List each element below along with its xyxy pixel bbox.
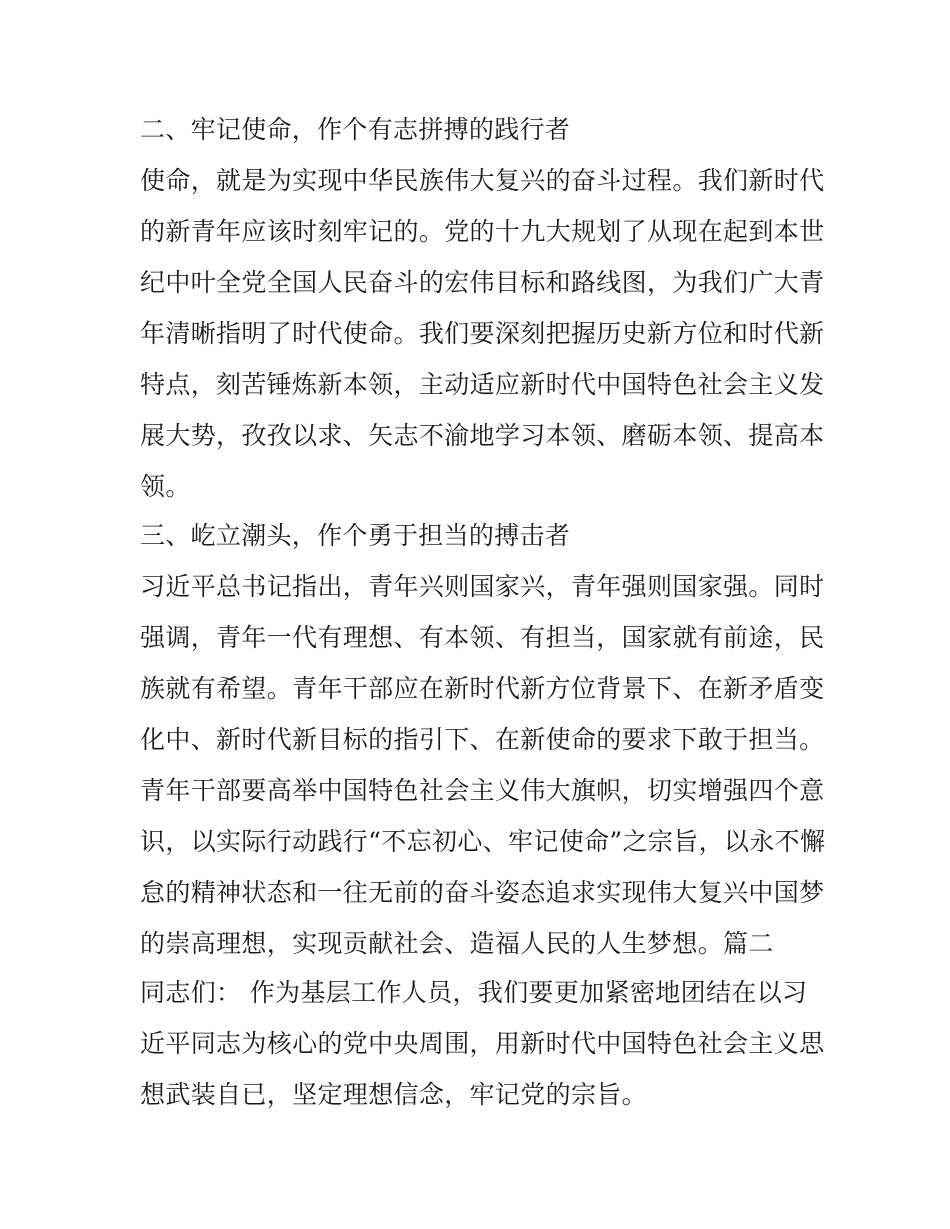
paragraph-line: 识，以实际行动践行“不忘初心、牢记使命”之宗旨，以永不懈 bbox=[140, 827, 826, 856]
paragraph-line: 族就有希望。青年干部应在新时代新方位背景下、在新矛盾变 bbox=[140, 674, 825, 703]
paragraph-line: 想武装自已，坚定理想信念，牢记党的宗旨。 bbox=[140, 1080, 648, 1109]
paragraph-line: 使命，就是为实现中华民族伟大复兴的奋斗过程。我们新时代 bbox=[140, 166, 825, 195]
paragraph-line: 领。 bbox=[140, 472, 191, 501]
paragraph-line: 的崇高理想，实现贡献社会、造福人民的人生梦想。篇二 bbox=[140, 929, 774, 958]
paragraph-line: 化中、新时代新目标的指引下、在新使命的要求下敢于担当。 bbox=[140, 725, 825, 754]
paragraph-line: 展大势，孜孜以求、矢志不渝地学习本领、磨砺本领、提高本 bbox=[140, 421, 825, 450]
paragraph-line: 强调，青年一代有理想、有本领、有担当，国家就有前途，民 bbox=[140, 623, 825, 652]
section-heading-3: 三、屹立潮头，作个勇于担当的搏击者 bbox=[140, 521, 571, 550]
paragraph-line: 的新青年应该时刻牢记的。党的十九大规划了从现在起到本世 bbox=[140, 217, 825, 246]
paragraph-line: 近平同志为核心的党中央周围，用新时代中国特色社会主义思 bbox=[140, 1029, 825, 1058]
paragraph-line: 习近平总书记指出，青年兴则国家兴，青年强则国家强。同时 bbox=[140, 572, 825, 601]
section-heading-2: 二、牢记使命，作个有志拼搏的践行者 bbox=[140, 115, 571, 144]
paragraph-line: 特点，刻苦锤炼新本领，主动适应新时代中国特色社会主义发 bbox=[140, 370, 825, 399]
paragraph-line: 青年干部要高举中国特色社会主义伟大旗帜，切实增强四个意 bbox=[140, 776, 825, 805]
paragraph-line: 纪中叶全党全国人民奋斗的宏伟目标和路线图，为我们广大青 bbox=[140, 268, 825, 297]
paragraph-line: 同志们： 作为基层工作人员，我们要更加紧密地团结在以习 bbox=[140, 978, 808, 1007]
paragraph-line: 年清晰指明了时代使命。我们要深刻把握历史新方位和时代新 bbox=[140, 319, 825, 348]
paragraph-line: 怠的精神状态和一往无前的奋斗姿态追求实现伟大复兴中国梦 bbox=[140, 878, 825, 907]
